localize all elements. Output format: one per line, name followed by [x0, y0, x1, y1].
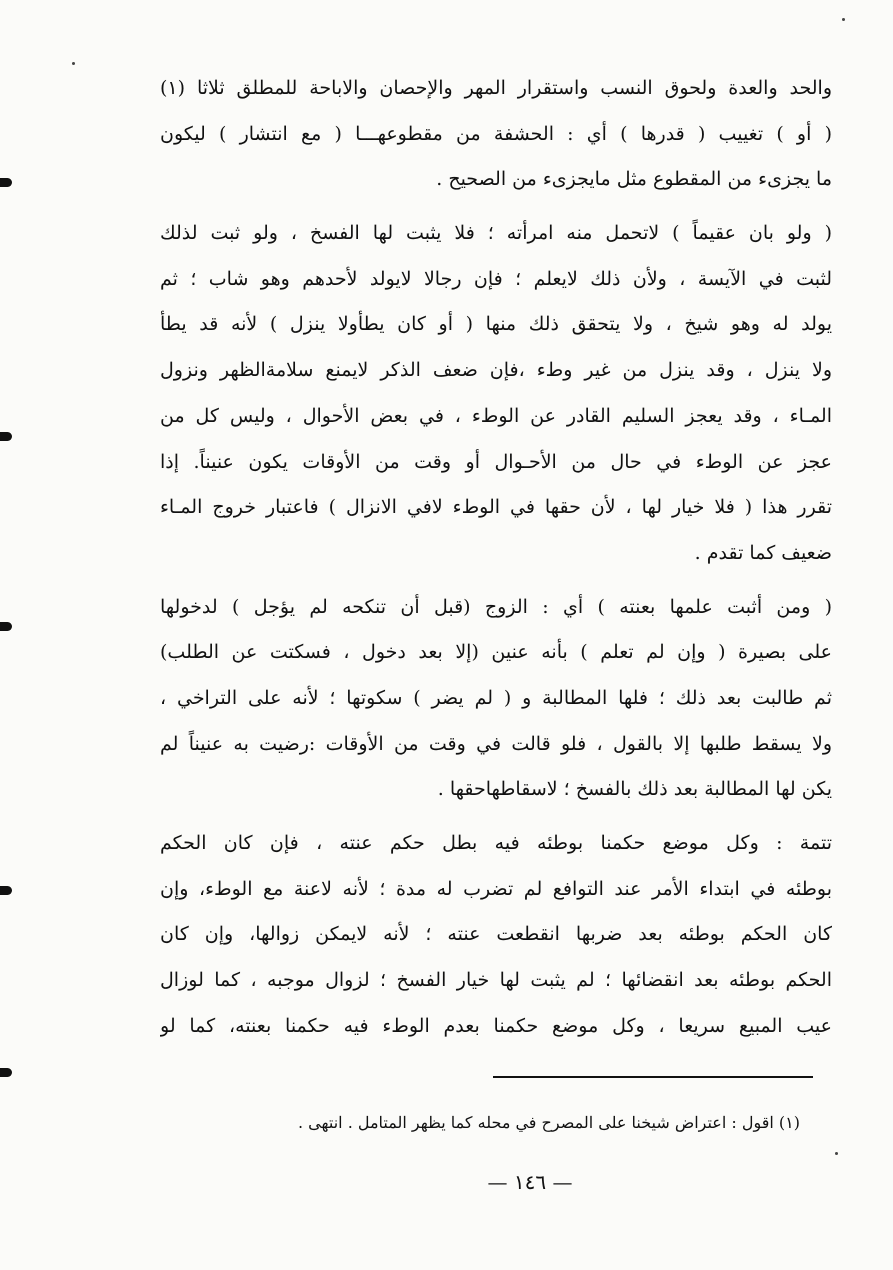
binding-hole-mark [0, 178, 12, 187]
binding-hole-mark [0, 622, 12, 631]
page-number: — ١٤٦ — [487, 1170, 573, 1194]
text-line: يكن لها المطالبة بعد ذلك بالفسخ ؛ لاسقاطهاحقها . [437, 778, 832, 801]
text-line: تتمة : وكل موضع حكمنا بوطئه فيه بطل حكم عنته ، فإن كان الحكم [160, 832, 832, 854]
text-line: ( أو ) تغييب ( قدرها ) أي : الحشفة من مقطوعهـــا ( مع انتشار ) ليكون [160, 122, 832, 145]
binding-hole-mark [0, 886, 12, 895]
footnote: (١) اقول : اعتراض شيخنا على المصرح في محله كما يظهر المتامل . انتهى . [298, 1113, 800, 1132]
text-line: بوطئه في ابتداء الأمر عند التوافع لم تضرب له مدة ؛ لأنه لاعنة مع الوطء، وإن [160, 877, 832, 900]
text-line: على بصيرة ( وإن لم تعلم ) بأنه عنين (إلا بعد دخول ، فسكتت عن الطلب) [160, 641, 832, 664]
text-line: ثم طالبت بعد ذلك ؛ فلها المطالبة و ( لم يضر ) سكوتها ؛ لأنه على التراخي ، [160, 686, 832, 709]
text-line: الحكم بوطئه بعد انقضائها ؛ لم يثبت لها خيار الفسخ ؛ لزوال موجبه ، كما لوزال [160, 969, 832, 992]
scan-speck [72, 62, 75, 65]
binding-hole-mark [0, 1068, 12, 1077]
text-line: ( ولو بان عقيماً ) لاتحمل منه امرأته ؛ فلا يثبت لها الفسخ ، ولو ثبت لذلك [160, 222, 832, 245]
body-text [160, 66, 832, 1049]
scan-speck [842, 18, 845, 21]
text-line: كان الحكم بوطئه بعد ضربها انقطعت عنته ؛ لأنه لايمكن زوالها، وإن كان [160, 923, 832, 946]
text-line: ولا يسقط طلبها إلا بالقول ، فلو قالت في وقت من الأوقات :رضيت به عنيناً لم [160, 732, 832, 755]
text-line: المـاء ، وقد يعجز السليم القادر عن الوطء ، في بعض الأحوال ، وليس كل من [160, 404, 832, 427]
text-line: ما يجزىء من المقطوع مثل مايجزىء من الصحيح . [436, 168, 832, 191]
text-line: ( ومن أثبت علمها بعنته ) أي : الزوج (قبل أن تنكحه لم يؤجل ) لدخولها [160, 595, 832, 618]
text-line: والحد والعدة ولحوق النسب واستقرار المهر والإحصان والاباحة للمطلق ثلاثا (١) [160, 77, 832, 99]
scan-speck [835, 1152, 838, 1155]
text-line: ضعيف كما تقدم . [694, 541, 832, 564]
text-line: تقرر هذا ( فلا خيار لها ، لأن حقها في الوطء لافي الانزال ) فاعتبار خروج المـاء [160, 496, 832, 519]
footnote-divider [493, 1076, 813, 1078]
text-line: ولا ينزل ، وقد ينزل من غير وطء ،فإن ضعف الذكر لايمنع سلامةالظهر ونزول [160, 359, 832, 382]
text-line: يولد له وهو شيخ ، ولا يتحقق ذلك منها ( أو كان يطأولا ينزل ) لأنه قد يطأ [160, 313, 832, 336]
text-line: عجز عن الوطء في حال من الأحـوال أو وقت من الأوقات يكون عنيناً. إذا [160, 450, 832, 473]
text-line: لثبت في الآيسة ، ولأن ذلك لايعلم ؛ فإن رجالا لايولد لأحدهم وهو شاب ؛ ثم [160, 267, 832, 290]
text-line: عيب المبيع سريعا ، وكل موضع حكمنا بعدم الوطء فيه حكمنا بعنته، كما لو [160, 1014, 832, 1037]
binding-hole-mark [0, 432, 12, 441]
